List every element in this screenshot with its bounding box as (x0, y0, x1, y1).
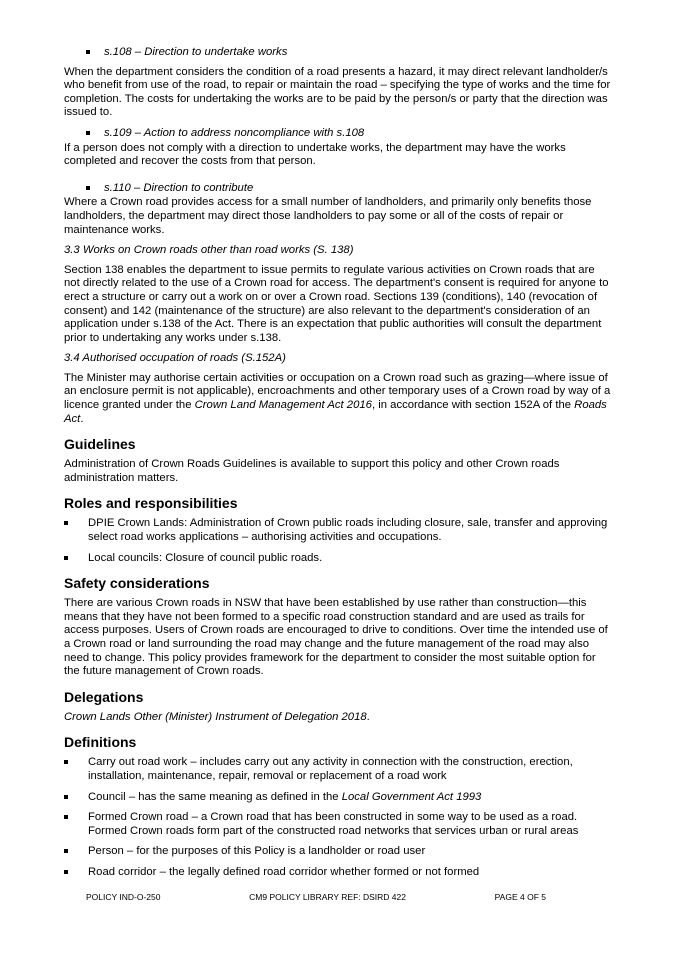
act-reference: Crown Land Management Act 2016 (194, 399, 372, 412)
bullet-icon (64, 795, 68, 799)
s34-heading: 3.4 Authorised occupation of roads (S.152A) (64, 352, 286, 365)
bullet-icon (64, 870, 68, 874)
list-item: Carry out road work – includes carry out any activity in connection with the construction, erection, installation, maintenance, repair, removal or replacement of a road work (64, 756, 612, 783)
definitions-heading: Definitions (64, 734, 137, 751)
footer-library-ref: CM9 POLICY LIBRARY REF: DSIRD 422 (249, 892, 406, 902)
bullet-icon (64, 521, 68, 525)
bullet-icon (64, 849, 68, 853)
s109-heading: s.109 – Action to address noncompliance with s.108 (64, 127, 612, 141)
roles-list (64, 517, 612, 565)
list-item: Person – for the purposes of this Policy is a landholder or road user (64, 845, 612, 859)
s108-heading: s.108 – Direction to undertake works (64, 46, 612, 60)
delegations-heading: Delegations (64, 688, 144, 705)
safety-heading: Safety considerations (64, 575, 210, 592)
page-footer (86, 892, 546, 902)
safety-body: There are various Crown roads in NSW that have been established by use rather than construction—this means that they have not been formed to a specific road construction standard and are used as trails for access purposes. Users of Crown roads are encouraged to drive to conditions. Over time the intended use of a Crown road or land surrounding the road may change and the future management of the road may also need to change. This policy provides framework for the department to consider the most suitable option for the future management of Crown roads. (64, 597, 608, 678)
list-item: Council – has the same meaning as defined in the Local Government Act 1993 (64, 791, 612, 805)
bullet-icon (64, 815, 68, 819)
s110-body: Where a Crown road provides access for a small number of landholders, and primarily only benefits those landholders, the department may direct those landholders to pay some or all of the costs of repair or maintenance works. (64, 196, 592, 236)
bullet-icon (86, 50, 90, 54)
bullet-icon (64, 556, 68, 560)
page-content (64, 46, 612, 887)
guidelines-body: Administration of Crown Roads Guidelines is available to support this policy and other Crown roads administration matters. (64, 458, 560, 484)
list-item: Road corridor – the legally defined road corridor whether formed or not formed (64, 866, 612, 880)
list-item: Formed Crown road – a Crown road that has been constructed in some way to be used as a road. Formed Crown roads form part of the constructed road networks that services urban or rural areas (64, 811, 612, 838)
bullet-icon (86, 186, 90, 190)
s110-heading: s.110 – Direction to contribute (64, 182, 612, 196)
bullet-icon (64, 760, 68, 764)
bullet-icon (86, 131, 90, 135)
roles-heading: Roles and responsibilities (64, 495, 238, 512)
footer-policy: POLICY IND-O-250 (86, 892, 161, 902)
s109-body: If a person does not comply with a direction to undertake works, the department may have the works completed and recover the costs from that person. (64, 141, 566, 168)
s33-body: Section 138 enables the department to issue permits to regulate various activities on Crown roads that are not directly related to the use of a Crown road for access. The department's consent is required for anyone to erect a structure or carry out a work on or over a Crown road. Sections 139 (conditions), 140 (revocation of consent) and 142 (maintenance of the structure) are also relevant to the department's consideration of an application under s.138 of the Act. There is an expectation that public authorities will consult the department prior to undertaking any works under s.138. (64, 263, 609, 344)
delegations-body: Crown Lands Other (Minister) Instrument of Delegation 2018. (64, 710, 370, 723)
s34-body: The Minister may authorise certain activities or occupation on a Crown road such as grazing—where issue of an enclosure permit is not applicable), encroachments and other temporary uses of a Crown road by way of a licence granted under the Crown Land Management Act 2016, in accordance with section 152A of the Roads Act. (64, 371, 611, 425)
act-reference: Roads Act (64, 399, 607, 425)
s33-heading: 3.3 Works on Crown roads other than road works (S. 138) (64, 244, 354, 257)
s108-body: When the department considers the condition of a road presents a hazard, it may direct relevant landholder/s who benefit from use of the road, to repair or maintain the road – specifying the type of works and the time for completion. The costs for undertaking the works are to be paid by the person/s or party that the direction was issued to. (64, 65, 611, 119)
list-item: Local councils: Closure of council public roads. (64, 552, 612, 566)
definitions-list (64, 756, 612, 879)
guidelines-heading: Guidelines (64, 436, 136, 453)
list-item: DPIE Crown Lands: Administration of Crown public roads including closure, sale, transfer and approving select road works applications – authorising activities and occupations. (64, 517, 612, 544)
footer-page-number: PAGE 4 OF 5 (494, 892, 546, 902)
